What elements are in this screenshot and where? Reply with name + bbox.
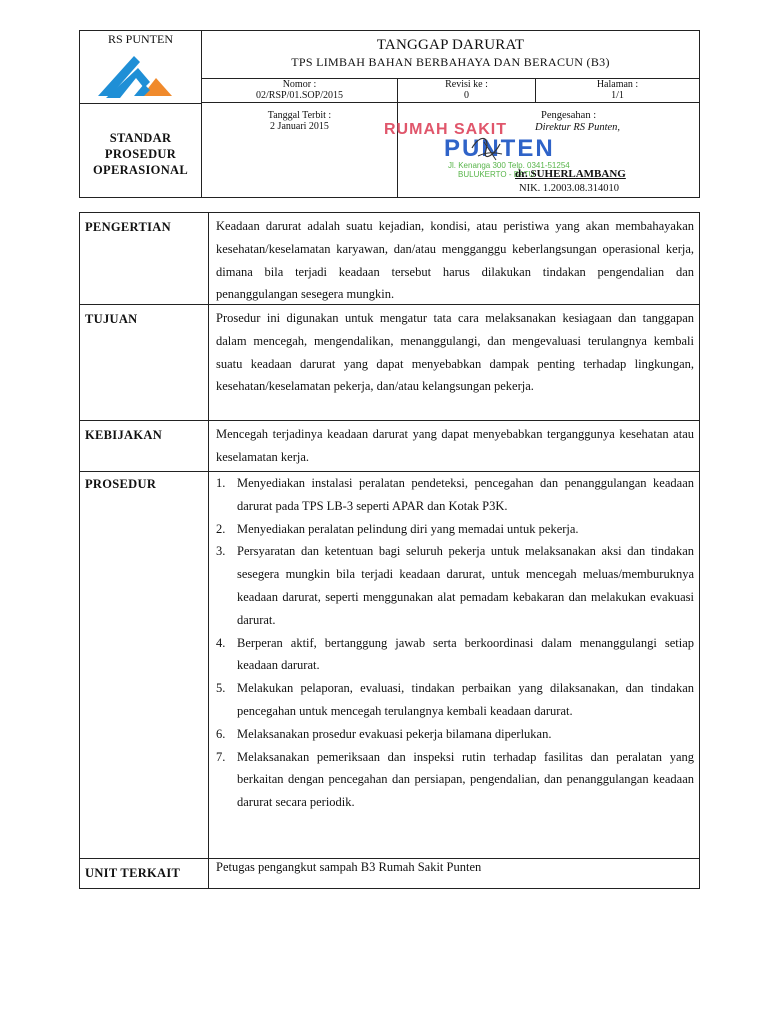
procedure-number: 2. [216, 521, 226, 536]
hospital-name: RS PUNTEN [107, 32, 173, 46]
signer-name: dr. SUHERLAMBANG [515, 168, 626, 180]
tujuan-text: Prosedur ini digunakan untuk mengatur tata cara melaksanakan kesiagaan dan tanggapan dalam mencegah, mengendalikan, menanggulangi, dan mengevaluasi terulangnya kembali suatu keadaan darurat yang dapat menyebabkan dampak penting terhadap lingkungan, kesehatan/keselamatan pekerja, dan/atau kelangsungan pekerja. [216, 311, 694, 394]
unit-terkait-label: UNIT TERKAIT [80, 859, 209, 888]
row-kebijakan [80, 421, 699, 472]
sop-content-table [79, 212, 700, 889]
procedure-item [216, 518, 694, 541]
row-prosedur [80, 472, 699, 859]
nomor-label: Nomor : [282, 79, 317, 90]
document-subtitle: TPS LIMBAH BAHAN BERBAHAYA DAN BERACUN (B3) [291, 55, 610, 69]
svg-text:Jl. Kenanga 300 Telp. 0341-512: Jl. Kenanga 300 Telp. 0341-51254 [448, 161, 570, 170]
signer-nik: NIK. 1.2003.08.314010 [519, 183, 620, 194]
procedure-number: 4. [216, 635, 226, 650]
prosedur-label: PROSEDUR [80, 472, 209, 858]
row-pengertian [80, 213, 699, 305]
procedure-text: Persyaratan dan ketentuan bagi seluruh pekerja untuk melaksanakan aksi dan tindakan sesegera mungkin bila terjadi keadaan darurat, untuk mencegah meluas/memburuknya keadaan darurat, seperti menggunakan alat pemadam kebakaran dan melakukan evakuasi darurat. [237, 544, 694, 627]
procedure-number: 3. [216, 544, 226, 559]
procedure-item [216, 746, 694, 814]
procedure-text: Berperan aktif, bertanggung jawab serta berkoordinasi dalam menanggulangi setiap keadaan darurat. [237, 635, 694, 673]
pengertian-text: Keadaan darurat adalah suatu kejadian, kondisi, atau peristiwa yang akan membahayakan kesehatan/keselamatan karyawan, dan/atau mengganggu keberlangsungan operasional kerja, dimana bila terjadi keadaan tersebut harus dilakukan tindakan pengendalian dan penanggulangan sesegera mungkin. [216, 219, 694, 302]
direktur-label: Direktur RS Punten, [535, 122, 621, 133]
svg-text:PUNTEN: PUNTEN [444, 135, 555, 162]
procedure-text: Menyediakan instalasi peralatan pendeteksi, pencegahan dan penanggulangan keadaan darurat pada TPS LB-3 seperti APAR dan Kotak P3K. [237, 476, 694, 513]
logo-cell [80, 31, 202, 103]
halaman-cell [536, 79, 699, 102]
prosedur-list [216, 472, 694, 814]
document-title: TANGGAP DARURAT [376, 37, 525, 53]
row-tujuan [80, 305, 699, 421]
procedure-number: 7. [216, 749, 226, 764]
svg-text:RUMAH SAKIT: RUMAH SAKIT [384, 121, 507, 138]
pengertian-label: PENGERTIAN [80, 213, 209, 304]
procedure-number: 6. [216, 726, 226, 741]
revisi-value: 0 [464, 90, 469, 101]
procedure-item [216, 540, 694, 631]
procedure-text: Menyediakan peralatan pelindung diri yang memadai untuk pekerja. [237, 521, 579, 536]
procedure-item [216, 677, 694, 723]
row-unit-terkait [80, 859, 699, 888]
procedure-item [216, 472, 694, 518]
kebijakan-label: KEBIJAKAN [80, 421, 209, 471]
sop-type-cell [80, 103, 202, 197]
procedure-item [216, 723, 694, 746]
nomor-value: 02/RSP/01.SOP/2015 [256, 90, 343, 101]
procedure-number: 1. [216, 476, 226, 490]
procedure-text: Melakukan pelaporan, evaluasi, tindakan perbaikan yang dilaksanakan, dan tindakan pencegahan untuk mencegah terulangnya kembali keadaan darurat. [237, 681, 694, 718]
halaman-label: Halaman : [596, 79, 639, 90]
kebijakan-text: Mencegah terjadinya keadaan darurat yang dapat menyebabkan terganggunya kesehatan atau keselamatan kerja. [216, 427, 694, 464]
unit-terkait-text: Petugas pengangkut sampah B3 Rumah Sakit Punten [216, 860, 482, 874]
pengesahan-label: Pengesahan : [541, 110, 597, 121]
revisi-label: Revisi ke : [445, 79, 488, 90]
tanggal-value: 2 Januari 2015 [270, 121, 329, 132]
svg-text:BULUKERTO - BATU: BULUKERTO - BATU [458, 170, 535, 179]
procedure-text: Melaksanakan pemeriksaan dan inspeksi rutin terhadap fasilitas dan peralatan yang berkaitan dengan pencegahan dan persiapan, pengendalian, dan penanggulangan keadaan darurat secara periodik. [237, 749, 694, 810]
tujuan-label: TUJUAN [80, 305, 209, 420]
title-cell [202, 31, 699, 79]
halaman-value: 1/1 [611, 90, 624, 101]
hospital-logo-icon [98, 48, 178, 100]
sop-type-label: STANDAR PROSEDUR OPERASIONAL [93, 131, 188, 177]
procedure-text: Melaksanakan prosedur evakuasi pekerja bilamana diperlukan. [237, 726, 552, 741]
procedure-item [216, 632, 694, 678]
procedure-number: 5. [216, 681, 226, 696]
tanggal-label: Tanggal Terbit : [267, 110, 332, 121]
